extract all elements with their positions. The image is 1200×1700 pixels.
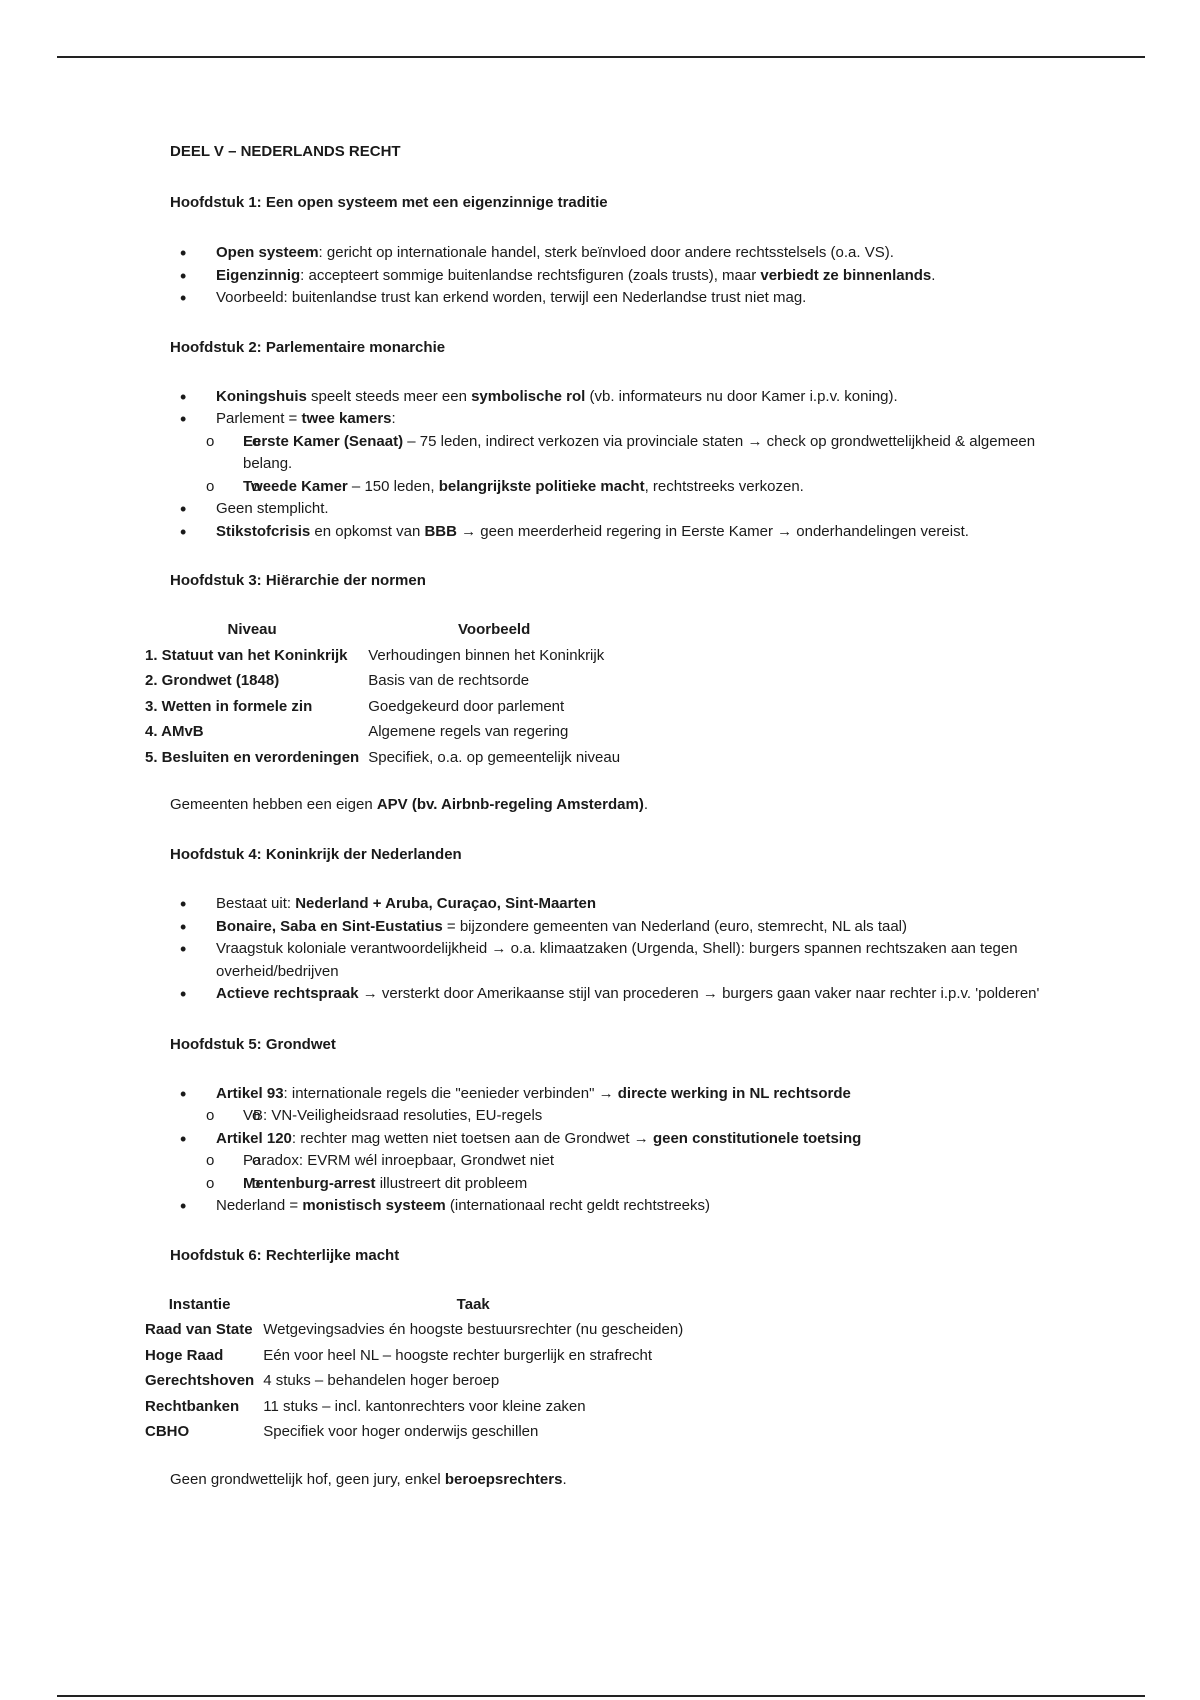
- sub-list-item: o o Tweede Kamer – 150 leden, belangrijkste politieke macht, rechtstreeks verkozen.: [170, 476, 1070, 499]
- list-item: • Actieve rechtspraak → versterkt door Amerikaanse stijl van procederen → burgers gaan vaker naar rechter i.p.v. 'polderen': [170, 983, 1070, 1006]
- chapter-1-list: [170, 242, 1070, 310]
- column-header-example: Voorbeeld: [458, 621, 531, 638]
- chapter-5-list: [170, 1083, 1070, 1218]
- chapter-2-heading: Hoofdstuk 2: Parlementaire monarchie: [170, 338, 446, 356]
- sub-list: [206, 431, 1070, 499]
- list-item: • Voorbeeld: buitenlandse trust kan erkend worden, terwijl een Nederlandse trust niet mag.: [170, 287, 1070, 310]
- column-header-task: Taak: [456, 1295, 490, 1313]
- column-header-instance: Instantie: [168, 1295, 231, 1313]
- list-item: • Artikel 120: rechter mag wetten niet toetsen aan de Grondwet → geen constitutionele toetsing o o Paradox: EVRM wél inroepbaar, Grondwet niet o o Mentenburg-arrest illustreert dit probleem: [170, 1128, 1070, 1196]
- table-row: 2. Grondwet (1848) Basis van de rechtsorde: [145, 672, 530, 689]
- bottom-rule: [57, 1695, 1145, 1697]
- table-row: 4. AMvB Algemene regels van regering: [145, 723, 569, 740]
- list-item: • Artikel 93: internationale regels die "eenieder verbinden" → directe werking in NL rechtsorde o o VB: VN-Veiligheidsraad resoluties, EU-regels: [170, 1083, 1070, 1128]
- document-title: DEEL V – NEDERLANDS RECHT: [170, 143, 401, 160]
- table-header-row: [143, 1292, 690, 1318]
- chapter-2-list: [170, 386, 1070, 544]
- table-row: Raad van State Wetgevingsadvies én hoogste bestuursrechter (nu gescheiden): [145, 1321, 684, 1338]
- norms-table: [143, 617, 627, 770]
- chapter-4-heading: Hoofdstuk 4: Koninkrijk der Nederlanden: [170, 846, 462, 863]
- chapter-6-note: Geen grondwettelijk hof, geen jury, enkel beroepsrechters.: [170, 1470, 567, 1488]
- chapter-3-note: Gemeenten hebben een eigen APV (bv. Airbnb-regeling Amsterdam).: [170, 796, 648, 813]
- sub-list: [206, 1105, 1070, 1128]
- document-body: [145, 141, 1070, 1491]
- chapter-4-list: [170, 893, 1070, 1006]
- list-item: • Stikstofcrisis en opkomst van BBB → geen meerderheid regering in Eerste Kamer → onderhandelingen vereist.: [170, 521, 1070, 544]
- sub-list: [206, 1150, 1070, 1195]
- chapter-5-heading: Hoofdstuk 5: Grondwet: [170, 1035, 336, 1053]
- table-row: 1. Statuut van het Koninkrijk Verhoudingen binnen het Koninkrijk: [145, 646, 605, 664]
- list-item: • Parlement = twee kamers: o o Eerste Kamer (Senaat) – 75 leden, indirect verkozen via provinciale staten → check op grondwettelijkheid & algemeen belang. o o Tweede Kamer – 150 leden, belangrijkste politieke macht, rechtstreeks verkozen.: [170, 408, 1070, 498]
- table-row: Hoge Raad Eén voor heel NL – hoogste rechter burgerlijk en strafrecht: [145, 1346, 653, 1364]
- sub-list-item: o o VB: VN-Veiligheidsraad resoluties, EU-regels: [170, 1105, 1070, 1128]
- top-rule: [57, 56, 1145, 58]
- column-header-level: Niveau: [227, 621, 277, 638]
- list-item: • Geen stemplicht.: [170, 498, 1070, 521]
- sub-list-item: o o Paradox: EVRM wél inroepbaar, Grondwet niet: [170, 1150, 1070, 1173]
- table-row: Gerechtshoven 4 stuks – behandelen hoger beroep: [145, 1372, 500, 1389]
- list-item: • Bonaire, Saba en Sint-Eustatius = bijzondere gemeenten van Nederland (euro, stemrecht, NL als taal): [170, 916, 1070, 939]
- list-item: • Koningshuis speelt steeds meer een symbolische rol (vb. informateurs nu door Kamer i.p.v. koning).: [170, 386, 1070, 409]
- sub-list-item: o o Mentenburg-arrest illustreert dit probleem: [170, 1173, 1070, 1196]
- list-item: • Bestaat uit: Nederland + Aruba, Curaçao, Sint-Maarten: [170, 893, 1070, 916]
- sub-list-item: o o Eerste Kamer (Senaat) – 75 leden, indirect verkozen via provinciale staten → check op grondwettelijkheid & algemeen belang.: [170, 431, 1070, 476]
- list-item: • Eigenzinnig: accepteert sommige buitenlandse rechtsfiguren (zoals trusts), maar verbiedt ze binnenlands.: [170, 265, 1070, 288]
- table-row: 5. Besluiten en verordeningen Specifiek, o.a. op gemeentelijk niveau: [145, 748, 621, 766]
- chapter-3-heading: Hoofdstuk 3: Hiërarchie der normen: [170, 572, 426, 589]
- table-row: 3. Wetten in formele zin Goedgekeurd door parlement: [145, 697, 565, 715]
- table-row: CBHO Specifiek voor hoger onderwijs geschillen: [145, 1423, 539, 1440]
- list-item: • Vraagstuk koloniale verantwoordelijkheid → o.a. klimaatzaken (Urgenda, Shell): burgers spannen rechtszaken aan tegen overheid/bedrijven: [170, 938, 1070, 983]
- list-item: • Open systeem: gericht op internationale handel, sterk beïnvloed door andere rechtsstelsels (o.a. VS).: [170, 242, 1070, 265]
- chapter-6-heading: Hoofdstuk 6: Rechterlijke macht: [170, 1246, 400, 1264]
- table-header-row: [143, 617, 627, 643]
- table-row: Rechtbanken 11 stuks – incl. kantonrechters voor kleine zaken: [145, 1397, 586, 1415]
- judiciary-table: [143, 1292, 690, 1445]
- chapter-1-heading: Hoofdstuk 1: Een open systeem met een eigenzinnige traditie: [170, 194, 608, 211]
- list-item: • Nederland = monistisch systeem (internationaal recht geldt rechtstreeks): [170, 1195, 1070, 1218]
